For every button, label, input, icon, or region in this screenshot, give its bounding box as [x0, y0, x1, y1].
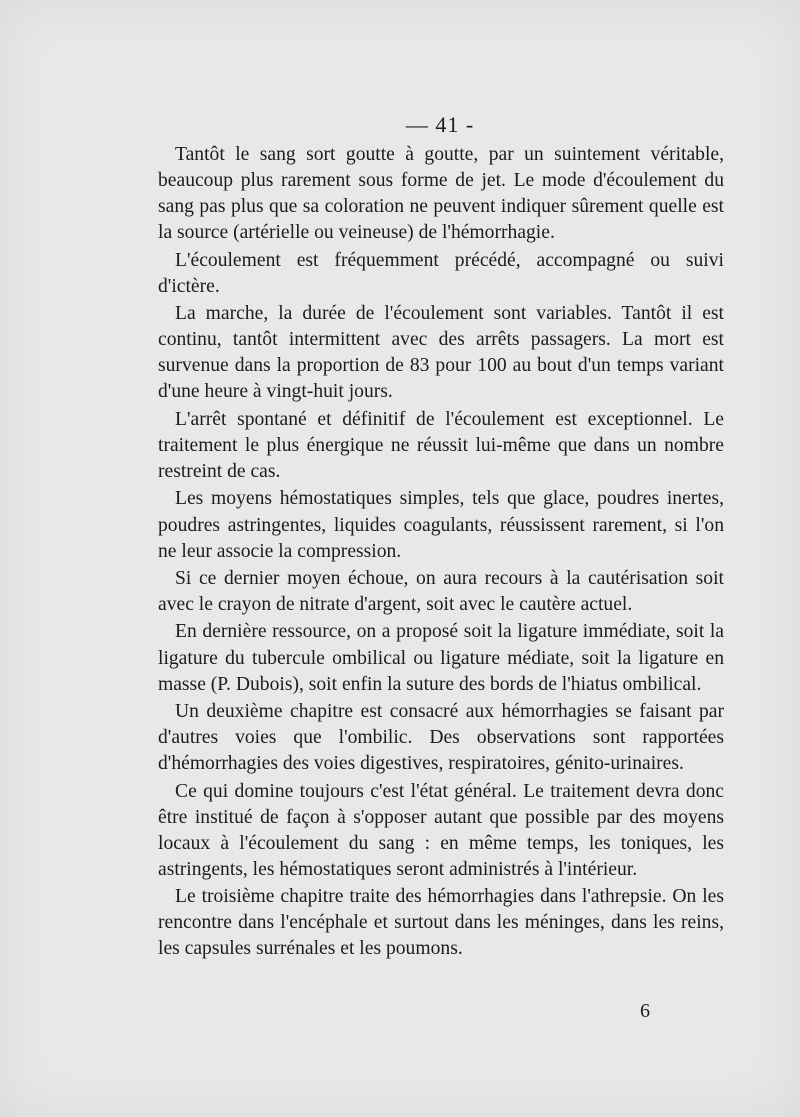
paragraph: L'arrêt spontané et définitif de l'écoulement est exceptionnel. Le traitement le plus énergique ne réussit lui-même que dans un nombre restreint de cas. — [158, 408, 724, 483]
paragraph: La marche, la durée de l'écoulement sont variables. Tantôt il est continu, tantôt intermittent avec des arrêts passagers. La mort est survenue dans la proportion de 83 pour 100 au bout d'un temps variant d'une heure à vingt-huit jours. — [158, 303, 724, 403]
paragraph: Si ce dernier moyen échoue, on aura recours à la cautérisation soit avec le crayon de nitrate d'argent, soit avec le cautère actuel. — [158, 567, 724, 616]
paragraph: Les moyens hémostatiques simples, tels que glace, poudres inertes, poudres astringentes, liquides coagulants, réussissent rarement, si l'on ne leur associe la compression. — [158, 488, 724, 562]
paragraph: Tantôt le sang sort goutte à goutte, par un suintement véritable, beaucoup plus rarement sous forme de jet. Le mode d'écoulement du sang pas plus que sa coloration ne peuvent indiquer sûrement quelle est la source (artérielle ou veineuse) de l'hémorrhagie. — [158, 144, 724, 244]
signature-number: 6 — [640, 1000, 650, 1022]
body-text — [158, 142, 724, 964]
paragraph: Le troisième chapitre traite des hémorrhagies dans l'athrepsie. On les rencontre dans l'encéphale et surtout dans les méninges, dans les reins, les capsules surrénales et les poumons. — [158, 886, 724, 960]
paragraph: Un deuxième chapitre est consacré aux hémorrhagies se faisant par d'autres voies que l'ombilic. Des observations sont rapportées d'hémorrhagies des voies digestives, respiratoires, génito-urinaires. — [158, 701, 724, 775]
paragraph: En dernière ressource, on a proposé soit la ligature immédiate, soit la ligature du tubercule ombilical ou ligature médiate, soit la ligature en masse (P. Dubois), soit enfin la suture des bords de l'hiatus ombilical. — [158, 621, 724, 695]
paragraph: L'écoulement est fréquemment précédé, accompagné ou suivi d'ictère. — [158, 249, 724, 297]
page-number: — 41 - — [405, 112, 475, 137]
paragraph: Ce qui domine toujours c'est l'état général. Le traitement devra donc être institué de façon à s'opposer autant que possible par des moyens locaux à l'écoulement du sang : en même temps, les toniques, les astringents, les hémostatiques seront administrés à l'intérieur. — [158, 780, 724, 880]
